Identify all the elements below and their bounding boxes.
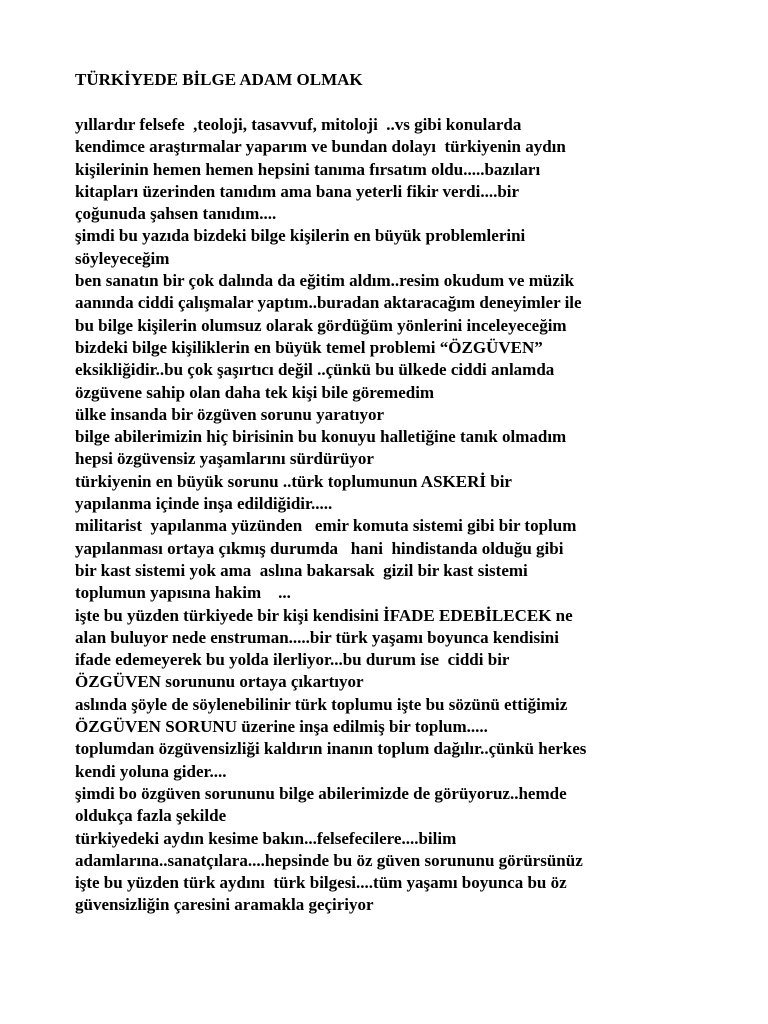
body-line: ifade edemeyerek bu yolda ilerliyor...bu durum ise ciddi bir (75, 650, 510, 670)
body-line: ben sanatın bir çok dalında da eğitim aldım..resim okudum ve müzik (75, 271, 575, 291)
body-line: türkiyedeki aydın kesime bakın...felsefecilere....bilim (75, 828, 457, 848)
body-line: özgüvene sahip olan daha tek kişi bile göremedim (75, 382, 435, 402)
body-line: ÖZGÜVEN SORUNU üzerine inşa edilmiş bir toplum..... (75, 717, 488, 737)
body-line: bir kast sistemi yok ama aslına bakarsak gizil bir kast sistemi (75, 560, 528, 580)
body-line: oldukça fazla şekilde (75, 806, 227, 826)
body-line: alan buluyor nede enstruman.....bir türk yaşamı boyunca kendisini (75, 627, 559, 647)
body-line: militarist yapılanma yüzünden emir komuta sistemi gibi bir toplum (75, 516, 577, 536)
body-line: hepsi özgüvensiz yaşamlarını sürdürüyor (75, 449, 374, 469)
body-line: bilge abilerimizin hiç birisinin bu konuyu halletiğine tanık olmadım (75, 427, 567, 447)
body-line: aanında ciddi çalışmalar yaptım..buradan aktaracağım deneyimler ile (75, 293, 582, 313)
body-line: kendimce araştırmalar yaparım ve bundan dolayı türkiyenin aydın (75, 137, 566, 157)
body-line: toplumdan özgüvensizliği kaldırın inanın toplum dağılır..çünkü herkes (75, 739, 587, 759)
body-line: bu bilge kişilerin olumsuz olarak gördüğüm yönlerini inceleyeceğim (75, 315, 567, 335)
body-line: adamlarına..sanatçılara....hepsinde bu öz güven sorununu görürsünüz (75, 850, 583, 870)
body-line: aslında şöyle de söylenebilinir türk toplumu işte bu sözünü ettiğimiz (75, 694, 568, 714)
body-line: güvensizliğin çaresini aramakla geçiriyor (75, 895, 374, 915)
body-line: kişilerinin hemen hemen hepsini tanıma fırsatım oldu.....bazıları (75, 159, 541, 179)
document-title: TÜRKİYEDE BİLGE ADAM OLMAK (75, 70, 363, 89)
body-line: kitapları üzerinden tanıdım ama bana yeterli fikir verdi....bir (75, 181, 520, 201)
body-line: işte bu yüzden türkiyede bir kişi kendisini İFADE EDEBİLECEK ne (75, 605, 573, 625)
document-body (75, 114, 586, 917)
body-line: ülke insanda bir özgüven sorunu yaratıyor (75, 404, 385, 424)
body-line: işte bu yüzden türk aydını türk bilgesi....tüm yaşamı boyunca bu öz (75, 873, 567, 893)
body-line: yapılanma içinde inşa edildiğidir..... (75, 494, 333, 514)
body-line: eksikliğidir..bu çok şaşırtıcı değil ..çünkü bu ülkede ciddi anlamda (75, 360, 555, 380)
body-line: yapılanması ortaya çıkmış durumda hani hindistanda olduğu gibi (75, 538, 564, 558)
body-line: bizdeki bilge kişiliklerin en büyük temel problemi “ÖZGÜVEN” (75, 337, 543, 357)
body-line: şimdi bu yazıda bizdeki bilge kişilerin en büyük problemlerini (75, 226, 526, 246)
body-line: çoğunuda şahsen tanıdım.... (75, 204, 277, 224)
body-line: söyleyeceğim (75, 248, 170, 268)
body-line: türkiyenin en büyük sorunu ..türk toplumunun ASKERİ bir (75, 471, 512, 491)
body-line: ÖZGÜVEN sorununu ortaya çıkartıyor (75, 672, 364, 692)
body-line: şimdi bo özgüven sorununu bilge abilerimizde de görüyoruz..hemde (75, 783, 567, 803)
body-line: kendi yoluna gider.... (75, 761, 227, 781)
body-line: toplumun yapısına hakim ... (75, 583, 291, 603)
body-line: yıllardır felsefe ,teoloji, tasavvuf, mitoloji ..vs gibi konularda (75, 115, 522, 134)
